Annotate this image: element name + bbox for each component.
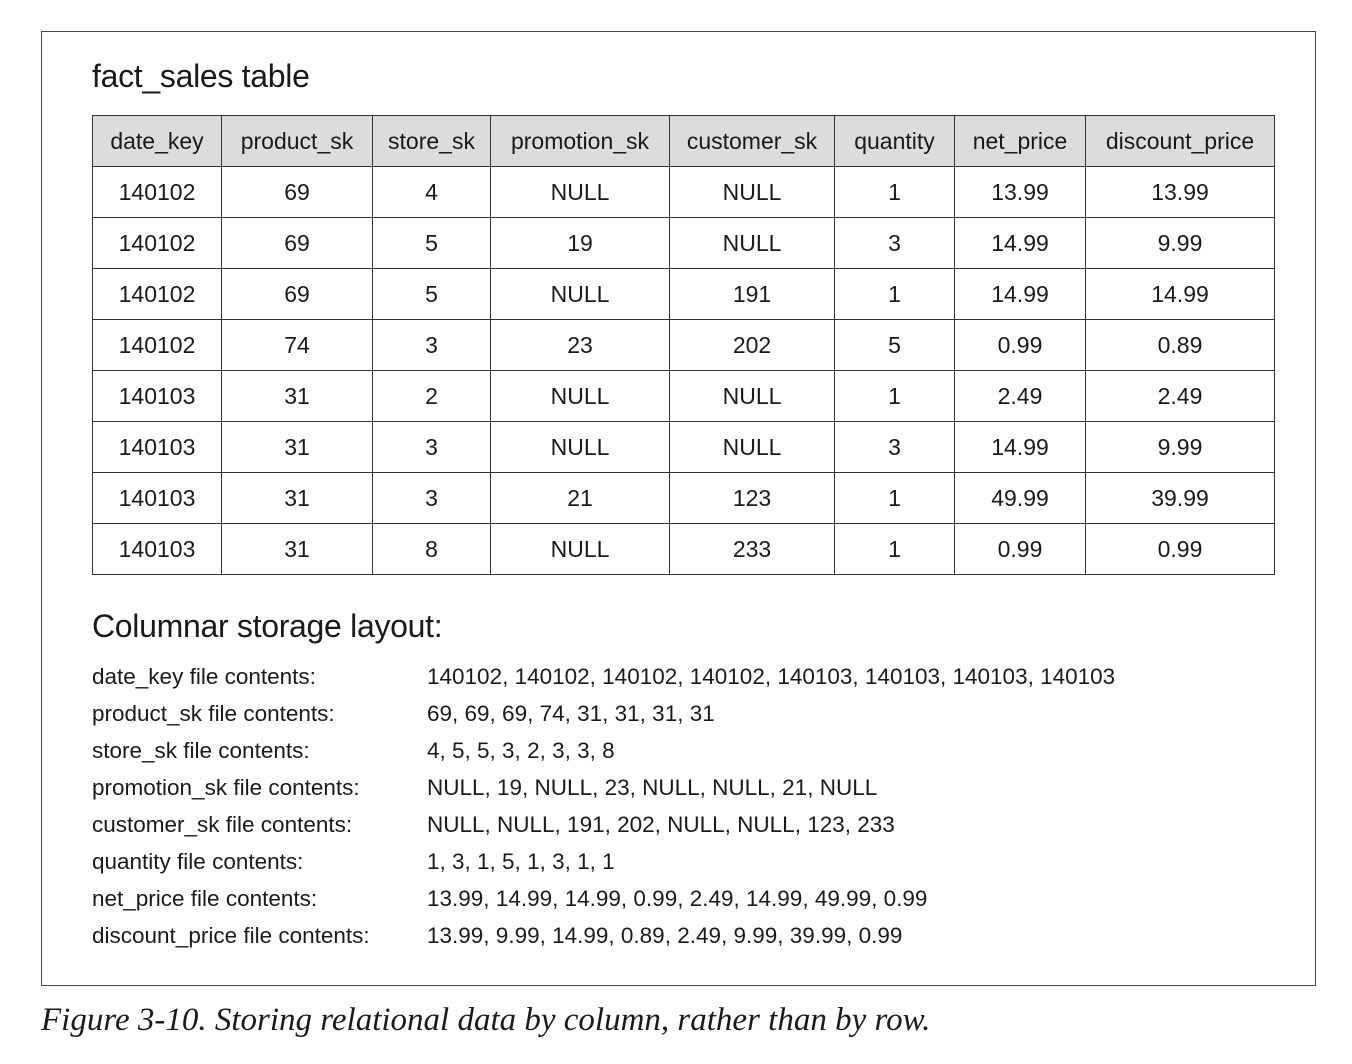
table-cell: 4	[373, 167, 491, 218]
table-cell: 140103	[93, 422, 222, 473]
table-cell: 74	[222, 320, 373, 371]
table-cell: NULL	[670, 422, 835, 473]
table-cell: 23	[491, 320, 670, 371]
file-label: net_price file contents:	[92, 886, 318, 911]
file-values: 4, 5, 5, 3, 2, 3, 3, 8	[427, 738, 615, 763]
columnar-layout-title: Columnar storage layout:	[92, 608, 443, 644]
file-row-store-sk	[92, 732, 1272, 769]
table-cell: 3	[835, 218, 955, 269]
table-cell: 9.99	[1086, 218, 1275, 269]
table-cell: 1	[835, 524, 955, 575]
table-cell: 140103	[93, 371, 222, 422]
table-cell: 1	[835, 167, 955, 218]
figure-frame	[41, 31, 1316, 986]
figure-caption: Figure 3-10. Storing relational data by column, rather than by row.	[41, 1002, 931, 1038]
table-cell: 9.99	[1086, 422, 1275, 473]
file-values: 1, 3, 1, 5, 1, 3, 1, 1	[427, 849, 615, 874]
table-cell: 14.99	[955, 422, 1086, 473]
table-cell: 5	[373, 269, 491, 320]
table-row	[93, 269, 1275, 320]
file-values: 13.99, 9.99, 14.99, 0.89, 2.49, 9.99, 39.99, 0.99	[427, 923, 903, 948]
file-row-quantity	[92, 843, 1272, 880]
table-cell: NULL	[491, 371, 670, 422]
table-cell: 3	[373, 473, 491, 524]
table-cell: 13.99	[1086, 167, 1275, 218]
table-cell: 3	[373, 422, 491, 473]
table-cell: 1	[835, 269, 955, 320]
column-header-date-key: date_key	[93, 116, 222, 167]
table-cell: 31	[222, 371, 373, 422]
table-cell: 39.99	[1086, 473, 1275, 524]
table-cell: 140102	[93, 269, 222, 320]
table-cell: 2.49	[1086, 371, 1275, 422]
table-cell: NULL	[491, 422, 670, 473]
table-cell: 1	[835, 371, 955, 422]
table-row	[93, 218, 1275, 269]
file-label: date_key file contents:	[92, 664, 316, 689]
file-row-date-key	[92, 658, 1272, 695]
table-cell: 0.99	[955, 320, 1086, 371]
table-cell: 31	[222, 473, 373, 524]
table-cell: 19	[491, 218, 670, 269]
table-cell: 69	[222, 218, 373, 269]
column-header-customer-sk: customer_sk	[670, 116, 835, 167]
file-label: quantity file contents:	[92, 849, 304, 874]
table-cell: NULL	[491, 167, 670, 218]
table-cell: 69	[222, 167, 373, 218]
file-label: product_sk file contents:	[92, 701, 335, 726]
table-cell: NULL	[670, 167, 835, 218]
table-row	[93, 524, 1275, 575]
file-values: 13.99, 14.99, 14.99, 0.99, 2.49, 14.99, 49.99, 0.99	[427, 886, 928, 911]
file-row-promotion-sk	[92, 769, 1272, 806]
column-header-quantity: quantity	[835, 116, 955, 167]
column-header-net-price: net_price	[955, 116, 1086, 167]
table-cell: 191	[670, 269, 835, 320]
table-cell: 2.49	[955, 371, 1086, 422]
table-cell: 14.99	[955, 269, 1086, 320]
table-cell: 14.99	[1086, 269, 1275, 320]
table-cell: 21	[491, 473, 670, 524]
table-cell: 2	[373, 371, 491, 422]
table-cell: 49.99	[955, 473, 1086, 524]
table-row	[93, 473, 1275, 524]
table-row	[93, 320, 1275, 371]
file-row-product-sk	[92, 695, 1272, 732]
file-values: NULL, NULL, 191, 202, NULL, NULL, 123, 233	[427, 812, 895, 837]
fact-sales-table	[92, 115, 1275, 575]
file-row-discount-price	[92, 917, 1272, 954]
table-cell: NULL	[491, 269, 670, 320]
table-cell: NULL	[670, 218, 835, 269]
table-cell: 233	[670, 524, 835, 575]
table-cell: 1	[835, 473, 955, 524]
table-cell: 0.99	[955, 524, 1086, 575]
file-values: NULL, 19, NULL, 23, NULL, NULL, 21, NULL	[427, 775, 878, 800]
file-label: discount_price file contents:	[92, 923, 370, 948]
file-label: promotion_sk file contents:	[92, 775, 360, 800]
table-cell: NULL	[491, 524, 670, 575]
table-cell: 0.89	[1086, 320, 1275, 371]
table-row	[93, 167, 1275, 218]
table-title: fact_sales table	[92, 58, 310, 94]
file-values: 140102, 140102, 140102, 140102, 140103, 140103, 140103, 140103	[427, 664, 1116, 689]
table-cell: 140102	[93, 320, 222, 371]
table-cell: 13.99	[955, 167, 1086, 218]
table-cell: 140103	[93, 473, 222, 524]
file-values: 69, 69, 69, 74, 31, 31, 31, 31	[427, 701, 715, 726]
column-header-discount-price: discount_price	[1086, 116, 1275, 167]
table-cell: 140103	[93, 524, 222, 575]
columnar-file-list	[92, 658, 1272, 954]
file-row-net-price	[92, 880, 1272, 917]
table-cell: 5	[835, 320, 955, 371]
table-cell: 14.99	[955, 218, 1086, 269]
table-cell: 140102	[93, 167, 222, 218]
table-cell: 31	[222, 524, 373, 575]
table-cell: 123	[670, 473, 835, 524]
table-cell: 8	[373, 524, 491, 575]
column-header-product-sk: product_sk	[222, 116, 373, 167]
file-label: customer_sk file contents:	[92, 812, 353, 837]
table-cell: NULL	[670, 371, 835, 422]
column-header-store-sk: store_sk	[373, 116, 491, 167]
table-cell: 3	[835, 422, 955, 473]
column-header-promotion-sk: promotion_sk	[491, 116, 670, 167]
table-cell: 0.99	[1086, 524, 1275, 575]
table-cell: 5	[373, 218, 491, 269]
table-header-row	[93, 116, 1275, 167]
file-label: store_sk file contents:	[92, 738, 310, 763]
table-cell: 69	[222, 269, 373, 320]
file-row-customer-sk	[92, 806, 1272, 843]
table-row	[93, 422, 1275, 473]
table-cell: 3	[373, 320, 491, 371]
table-cell: 202	[670, 320, 835, 371]
table-cell: 140102	[93, 218, 222, 269]
table-cell: 31	[222, 422, 373, 473]
table-row	[93, 371, 1275, 422]
